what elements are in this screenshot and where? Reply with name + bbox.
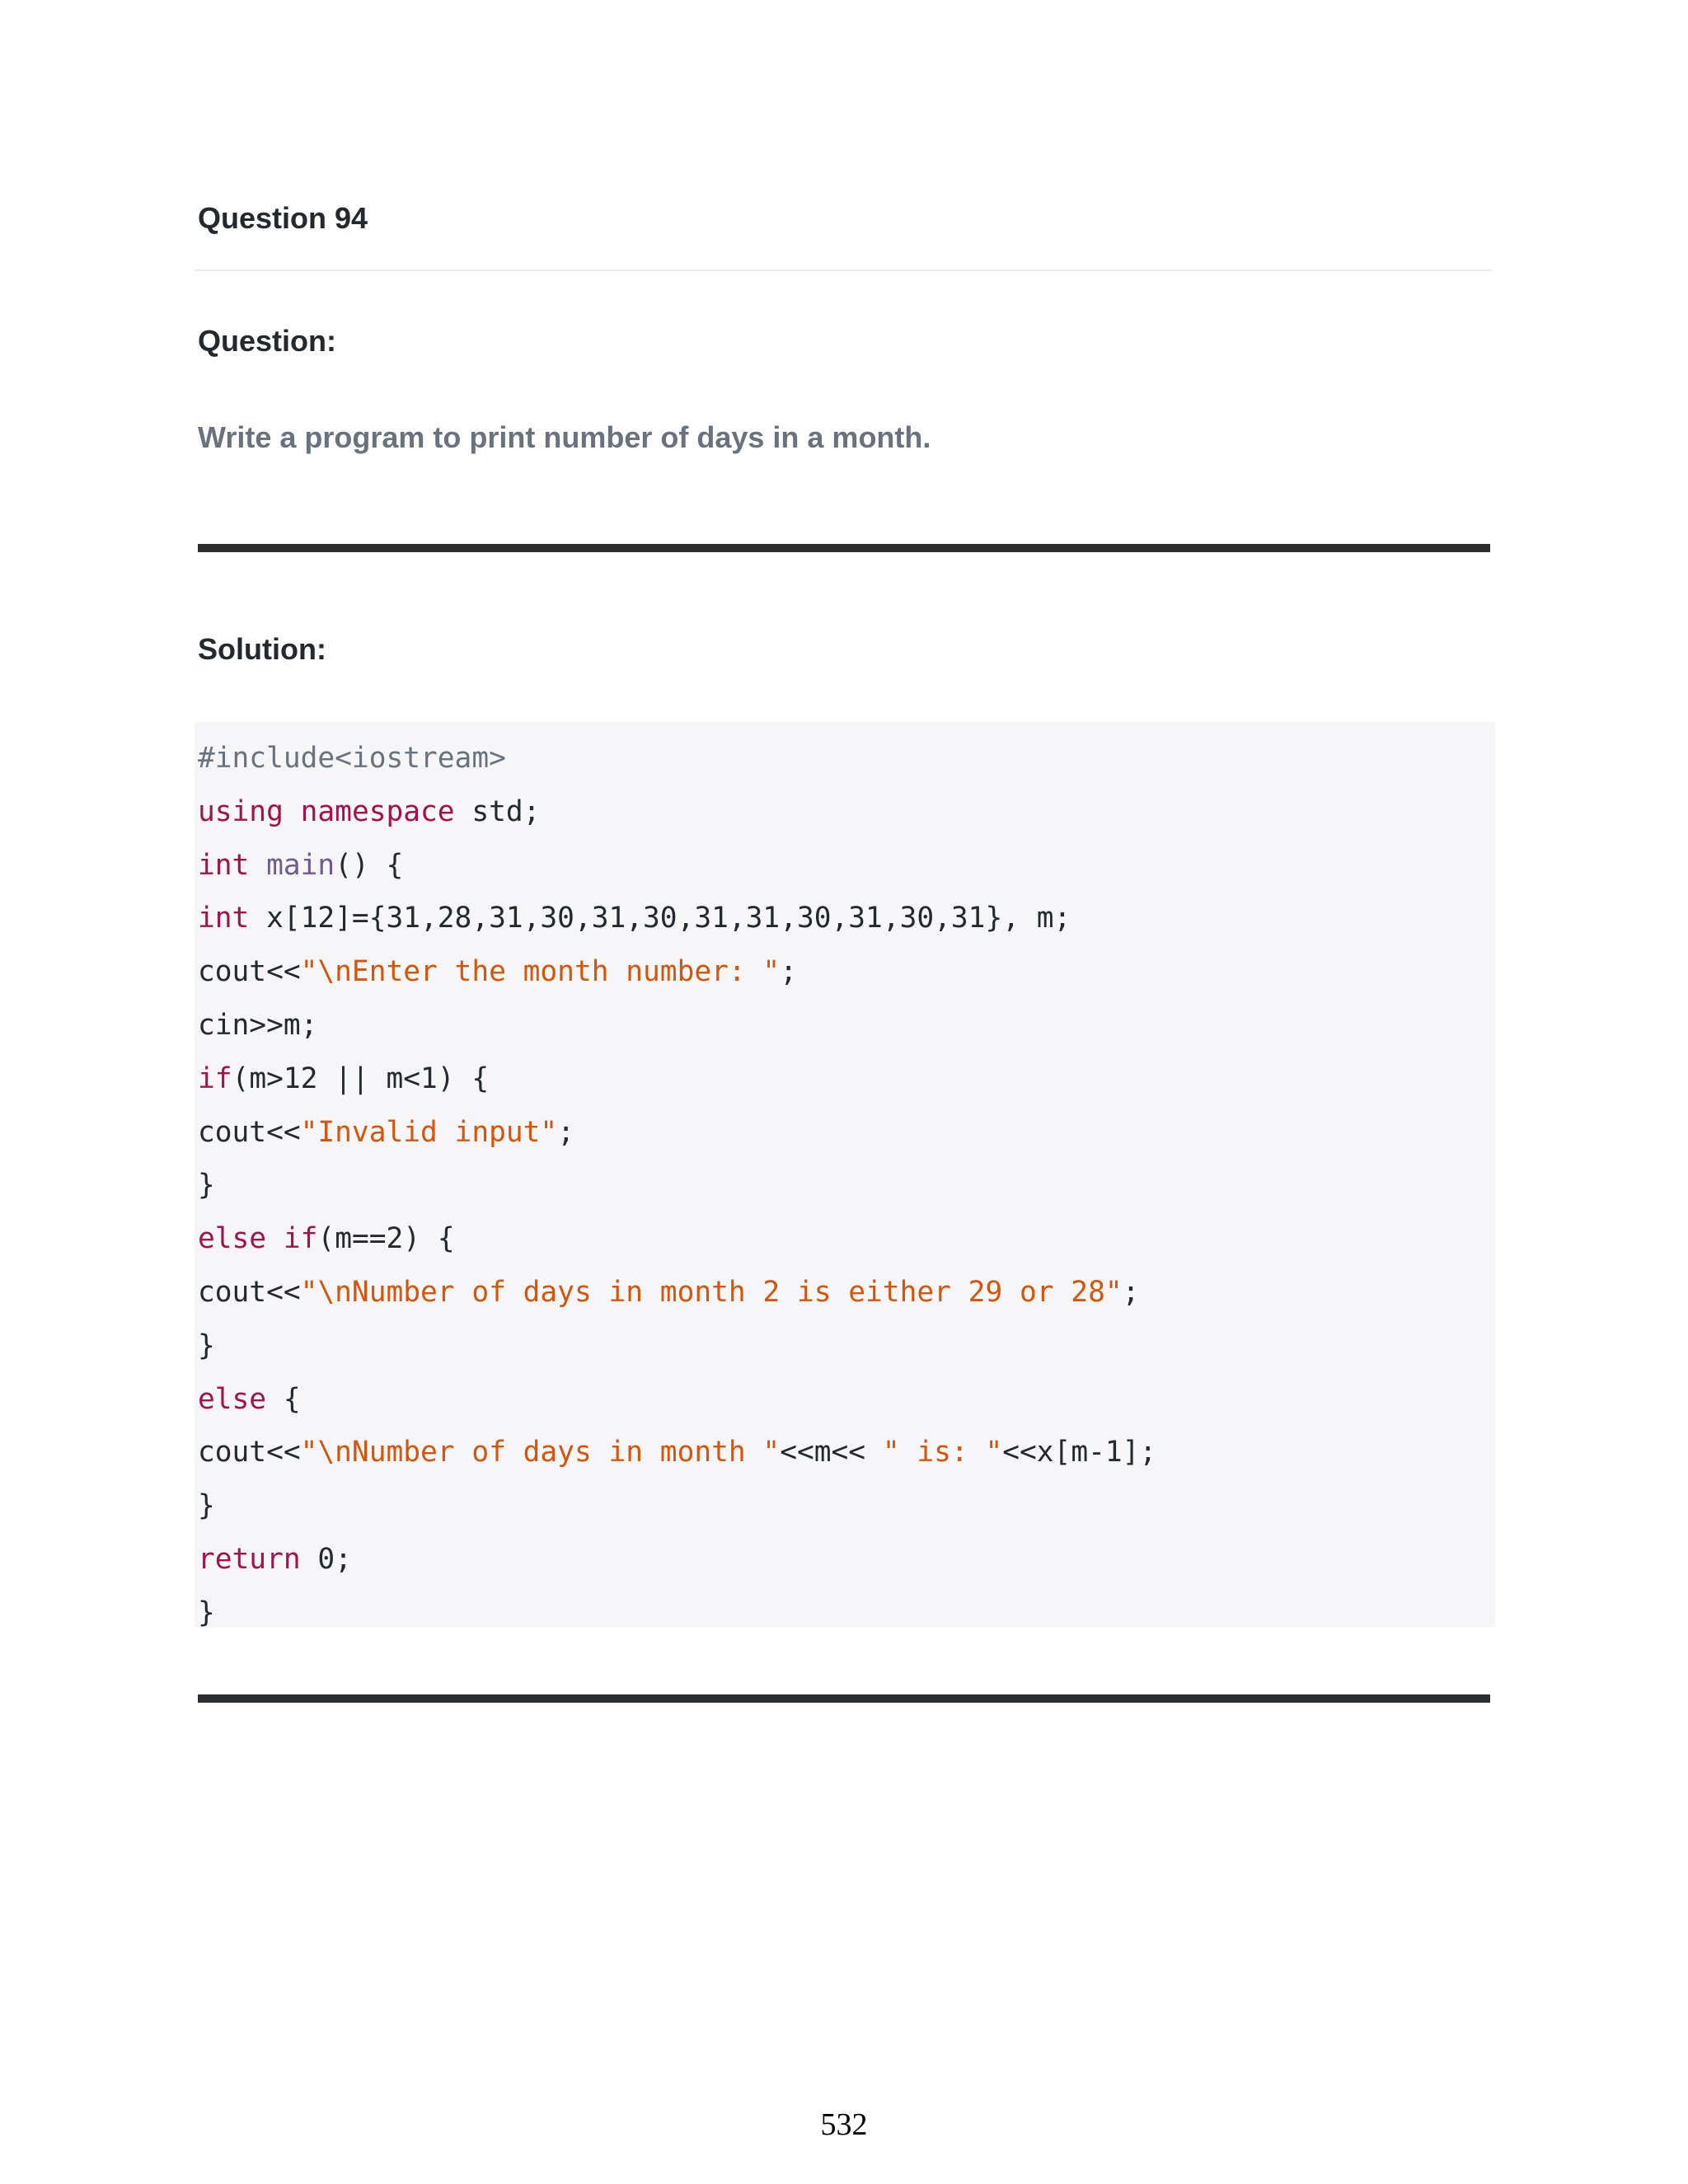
code-line bbox=[198, 1218, 455, 1259]
code-token: <<m<< bbox=[780, 1436, 883, 1469]
solution-label: Solution: bbox=[198, 632, 326, 666]
code-line bbox=[198, 791, 540, 832]
code-line bbox=[198, 1325, 215, 1366]
code-token: "Invalid input" bbox=[300, 1115, 558, 1149]
code-token: using bbox=[198, 794, 284, 828]
code-line bbox=[198, 1112, 574, 1153]
code-token: cout<< bbox=[198, 1276, 301, 1309]
code-token: (m==2) { bbox=[317, 1222, 455, 1256]
code-token: cout<< bbox=[198, 955, 301, 989]
code-token: } bbox=[198, 1169, 215, 1202]
code-token: else bbox=[198, 1222, 267, 1256]
code-block bbox=[195, 722, 1495, 1627]
code-line bbox=[198, 1592, 215, 1633]
code-line bbox=[198, 1165, 215, 1206]
code-token: } bbox=[198, 1329, 215, 1362]
code-token: "\nEnter the month number: " bbox=[300, 955, 781, 989]
code-token: main bbox=[266, 848, 335, 882]
code-line bbox=[198, 951, 797, 992]
code-token: <<x[m-1]; bbox=[1002, 1436, 1157, 1469]
code-token: int bbox=[198, 902, 250, 935]
code-token: " is: " bbox=[882, 1436, 1003, 1469]
code-token bbox=[266, 1222, 284, 1255]
code-token: ; bbox=[780, 955, 797, 989]
code-token: "\nNumber of days in month 2 is either 29 or 28" bbox=[300, 1276, 1123, 1309]
code-token: cout<< bbox=[198, 1436, 301, 1469]
code-token: cin>>m; bbox=[198, 1009, 318, 1042]
question-label: Question: bbox=[198, 324, 336, 358]
code-token: if bbox=[283, 1222, 318, 1256]
code-line bbox=[198, 898, 1071, 939]
code-line bbox=[198, 1379, 301, 1420]
code-line bbox=[198, 1058, 489, 1099]
code-token: return bbox=[198, 1543, 301, 1576]
code-token: int bbox=[198, 848, 250, 882]
code-token bbox=[284, 795, 301, 828]
code-token: "\nNumber of days in month " bbox=[300, 1436, 781, 1469]
code-line bbox=[198, 1539, 352, 1580]
code-token: cout<< bbox=[198, 1115, 301, 1149]
code-token: if bbox=[198, 1062, 232, 1095]
code-line bbox=[198, 1005, 317, 1046]
section-divider bbox=[198, 1694, 1490, 1703]
code-token: 0; bbox=[300, 1543, 352, 1576]
code-token: { bbox=[266, 1382, 301, 1416]
code-line bbox=[198, 1485, 215, 1526]
question-text: Write a program to print number of days in a month. bbox=[198, 420, 931, 454]
code-line bbox=[198, 1272, 1139, 1313]
code-token: () { bbox=[335, 848, 404, 882]
code-token: else bbox=[198, 1382, 267, 1416]
code-token: x[12]={31,28,31,30,31,30,31,31,30,31,30,31}, m; bbox=[249, 902, 1071, 935]
question-heading: Question 94 bbox=[198, 201, 368, 235]
page-number: 532 bbox=[820, 2107, 868, 2142]
code-token: (m>12 || m<1) { bbox=[232, 1062, 490, 1095]
code-token bbox=[249, 849, 266, 882]
heading-divider bbox=[195, 269, 1492, 271]
code-token: std; bbox=[454, 794, 541, 828]
code-token: namespace bbox=[300, 794, 455, 828]
section-divider bbox=[198, 544, 1490, 552]
code-token: } bbox=[198, 1596, 215, 1629]
code-line bbox=[198, 1432, 1156, 1473]
code-line bbox=[198, 738, 506, 779]
code-token: } bbox=[198, 1489, 215, 1523]
code-line bbox=[198, 845, 403, 886]
code-token: ; bbox=[557, 1115, 574, 1149]
code-token: ; bbox=[1122, 1276, 1140, 1309]
code-token: #include<iostream> bbox=[198, 742, 506, 775]
